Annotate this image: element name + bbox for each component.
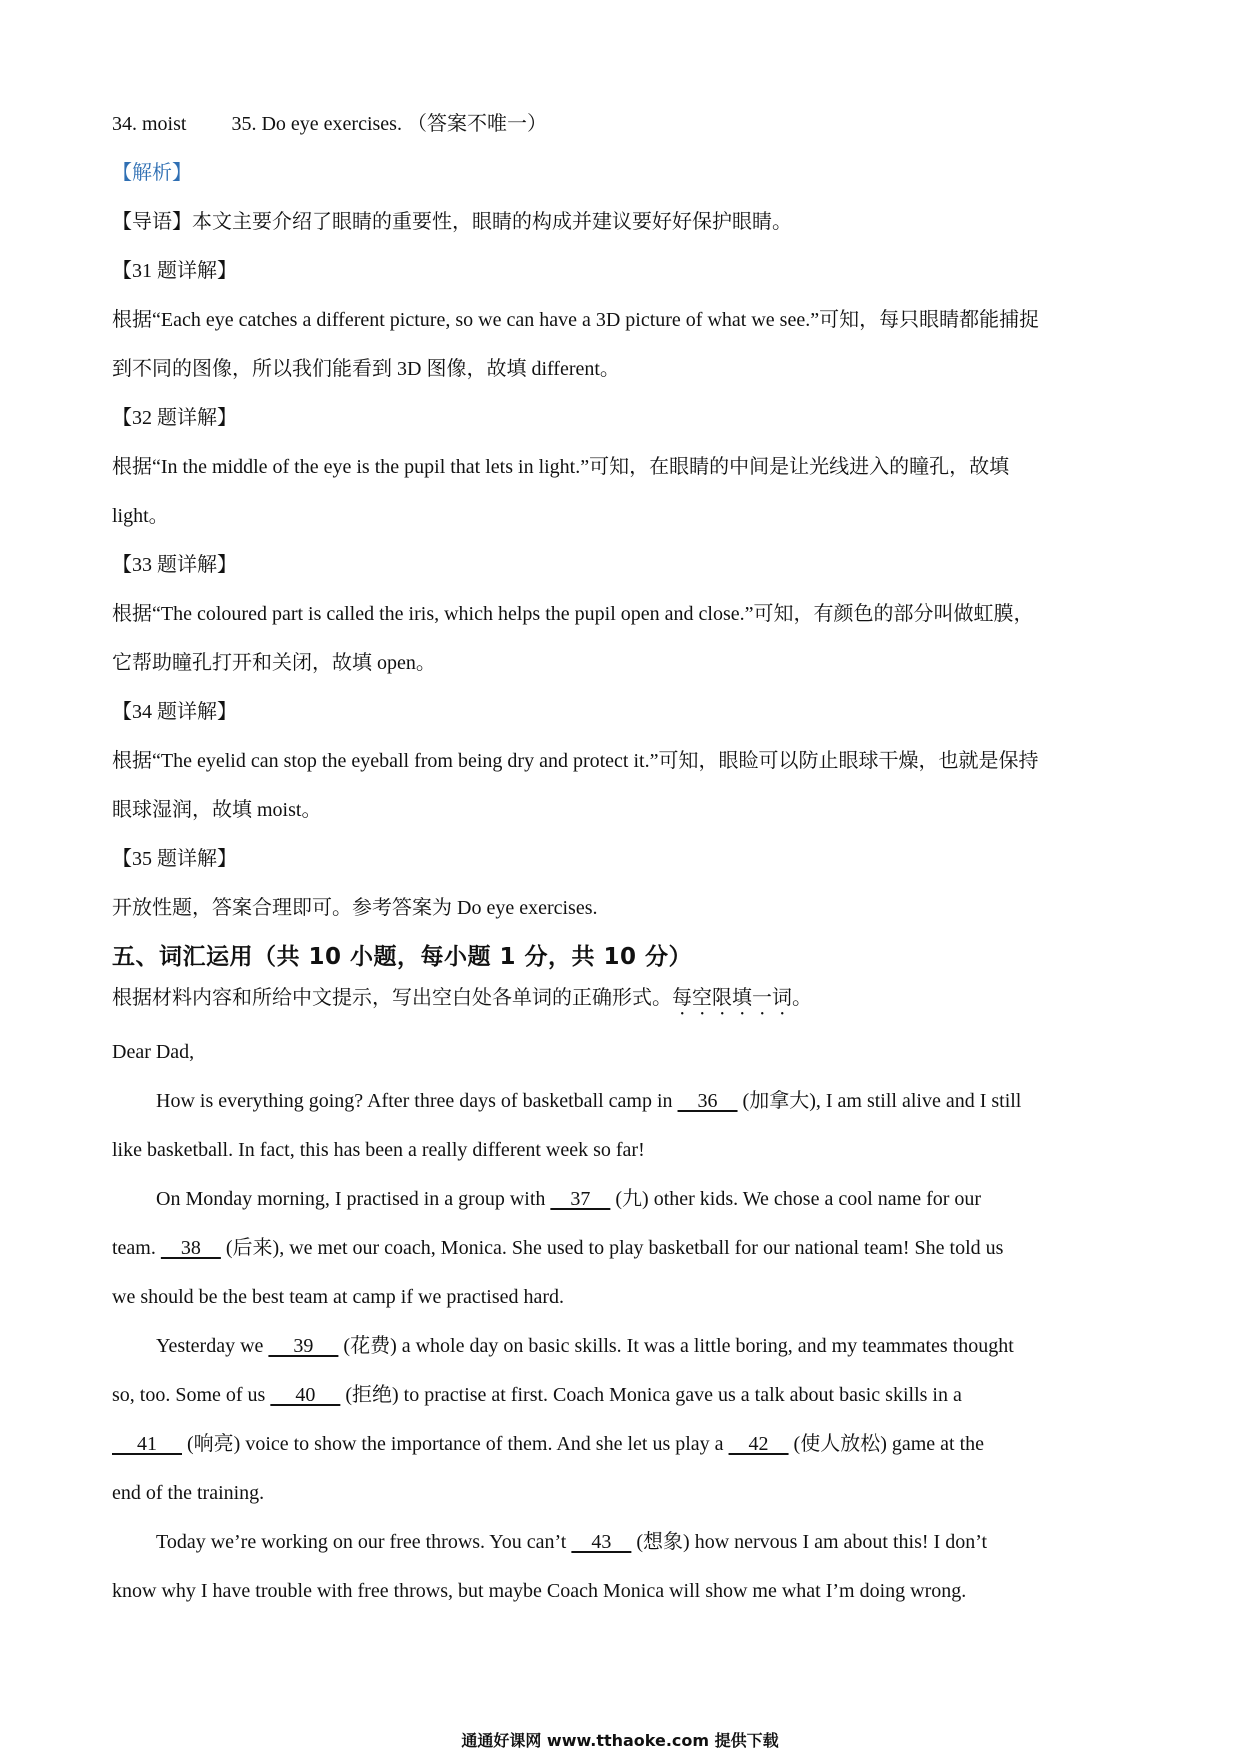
letter-p4-line1: [112, 1518, 1134, 1567]
text: (九) other kids. We chose a cool name for our: [610, 1188, 982, 1210]
instruction-emphasis: 每空限填一词: [672, 987, 792, 1009]
letter-p2-line3: we should be the best team at camp if we practised hard.: [112, 1286, 565, 1308]
q34-heading: 【34 题详解】: [112, 701, 237, 723]
text: (响亮) voice to show the importance of them. And she let us play a: [182, 1433, 729, 1455]
analysis-label: 【解析】: [112, 162, 192, 184]
answer-35-note: （答案不唯一）: [406, 113, 547, 135]
q32-text-1: 根据“In the middle of the eye is the pupil that lets in light.”可知，在眼睛的中间是让光线进入的瞳孔，故填: [112, 456, 1010, 478]
text: (使人放松) game at the: [788, 1433, 985, 1455]
letter-p2-line1: [112, 1175, 1134, 1224]
letter-p1-line2: like basketball. In fact, this has been a really different week so far!: [112, 1139, 645, 1161]
text: (后来), we met our coach, Monica. She used to play basketball for our national team! She told us: [220, 1237, 1004, 1259]
q33-heading: 【33 题详解】: [112, 554, 237, 576]
q31-text-2: 到不同的图像，所以我们能看到 3D 图像，故填 different。: [112, 358, 620, 380]
q32-text-2: light。: [112, 505, 169, 527]
text: Today we’re working on our free throws. You can’t: [156, 1531, 572, 1553]
blank-42[interactable]: 42: [728, 1433, 789, 1455]
blank-36[interactable]: 36: [677, 1090, 738, 1112]
blank-37[interactable]: 37: [550, 1188, 611, 1210]
text: How is everything going? After three days of basketball camp in: [156, 1090, 678, 1112]
q33-text-2: 它帮助瞳孔打开和关闭，故填 open。: [112, 652, 436, 674]
text: (加拿大), I am still alive and I still: [737, 1090, 1022, 1112]
text: (拒绝) to practise at first. Coach Monica gave us a talk about basic skills in a: [340, 1384, 962, 1406]
section-instruction: [112, 982, 1134, 1014]
page-footer: 通通好课网 www.tthaoke.com 提供下载: [461, 1731, 779, 1750]
letter-p3-line1: [112, 1322, 1134, 1371]
q32-heading: 【32 题详解】: [112, 407, 237, 429]
letter-p3-line2: [112, 1371, 1134, 1420]
text: team.: [112, 1237, 161, 1259]
instruction-end: 。: [792, 987, 812, 1009]
text: so, too. Some of us: [112, 1384, 271, 1406]
letter-p3-line4: end of the training.: [112, 1482, 265, 1504]
answer-35: 35. Do eye exercises.: [231, 113, 402, 135]
blank-40[interactable]: 40: [270, 1384, 341, 1406]
intro-text: 【导语】本文主要介绍了眼睛的重要性，眼睛的构成并建议要好好保护眼睛。: [112, 211, 792, 233]
letter-p1-line1: [112, 1077, 1134, 1126]
q34-text-2: 眼球湿润，故填 moist。: [112, 799, 322, 821]
instruction-text: 根据材料内容和所给中文提示，写出空白处各单词的正确形式。: [112, 987, 672, 1009]
q31-text-1: 根据“Each eye catches a different picture, so we can have a 3D picture of what we see.”可知，每只眼睛都能捕捉: [112, 309, 1040, 331]
q35-text-1: 开放性题，答案合理即可。参考答案为 Do eye exercises.: [112, 897, 598, 919]
document-page: [112, 100, 1134, 1616]
blank-39[interactable]: 39: [268, 1335, 339, 1357]
q31-heading: 【31 题详解】: [112, 260, 237, 282]
text: Yesterday we: [156, 1335, 269, 1357]
answer-line: [112, 100, 1134, 149]
q34-text-1: 根据“The eyelid can stop the eyeball from being dry and protect it.”可知，眼睑可以防止眼球干燥，也就是保持: [112, 750, 1039, 772]
text: (想象) how nervous I am about this! I don’t: [631, 1531, 988, 1553]
letter-p3-line3: [112, 1420, 1134, 1469]
q35-heading: 【35 题详解】: [112, 848, 237, 870]
text: On Monday morning, I practised in a group with: [156, 1188, 551, 1210]
answer-34: 34. moist: [112, 113, 187, 135]
blank-43[interactable]: 43: [571, 1531, 632, 1553]
blank-38[interactable]: 38: [160, 1237, 221, 1259]
section-title: 五、词汇运用（共 10 小题，每小题 1 分，共 10 分）: [112, 944, 693, 970]
text: (花费) a whole day on basic skills. It was a little boring, and my teammates thought: [338, 1335, 1014, 1357]
letter-p4-line2: know why I have trouble with free throws, but maybe Coach Monica will show me what I’m doing wrong.: [112, 1580, 967, 1602]
blank-41[interactable]: 41: [112, 1433, 182, 1455]
q33-text-1: 根据“The coloured part is called the iris, which helps the pupil open and close.”可知，有颜色的部分叫做虹膜，: [112, 603, 1034, 625]
letter-greeting: Dear Dad,: [112, 1041, 195, 1063]
letter-p2-line2: [112, 1224, 1134, 1273]
